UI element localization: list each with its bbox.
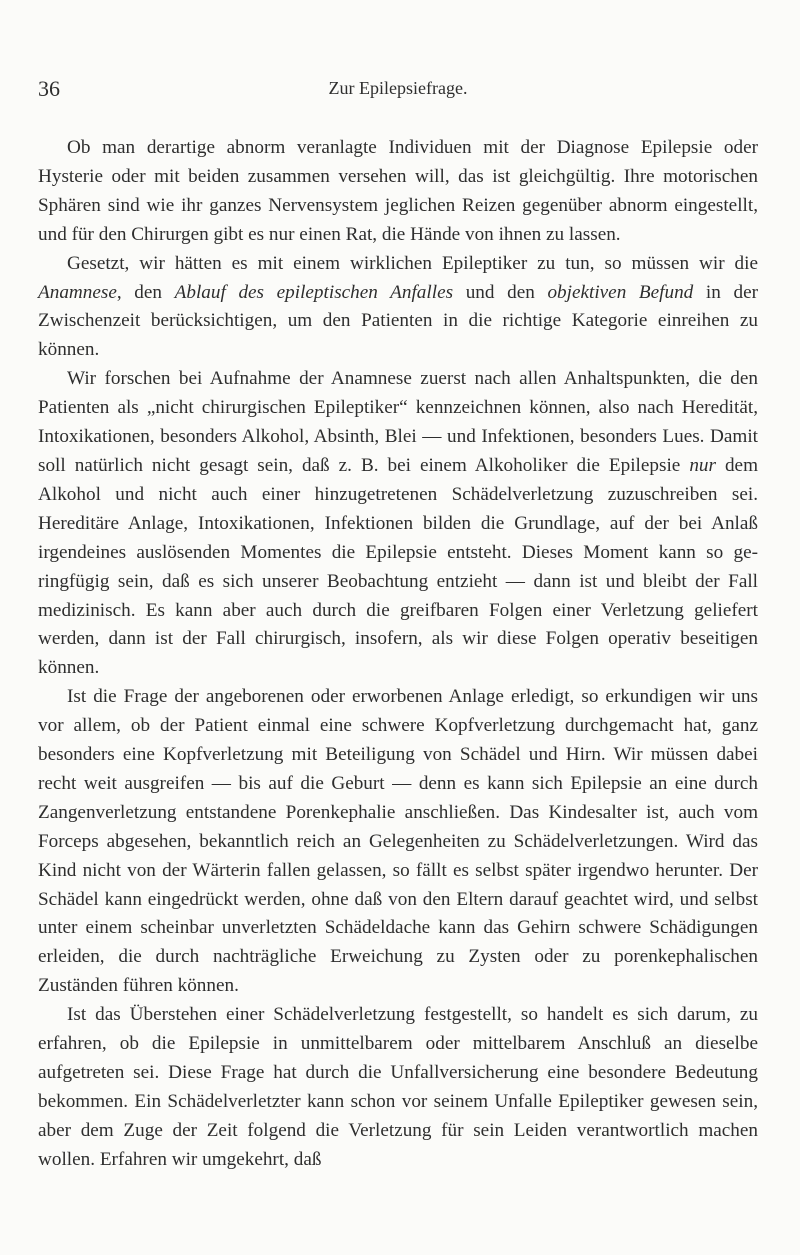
text-run: Ob man derartige abnorm veranlagte Individuen mit der Diagnose Epilepsie oder Hysterie oder mit beiden zusammen versehen will, das ist gleichgültig. Ihre motorischen Sphären sind wie ihr ganzes Nervensystem jeglichen Reizen gegenüber abnorm eingestellt, und für den Chirurgen gibt es nur einen Rat, die Hände von ihnen zu lassen.	[38, 137, 758, 245]
paragraph	[38, 683, 758, 1001]
paragraph	[38, 250, 758, 366]
paragraph	[38, 1001, 758, 1174]
text-run: Ist das Überstehen einer Schädelverletzung festgestellt, so handelt es sich darum, zu erfahren, ob die Epilepsie in unmittelbarem oder mittelbarem Anschluß an dieselbe aufgetreten sei. Diese Frage hat durch die Unfallversicherung eine besondere Bedeutung bekommen. Ein Schädelverletzter kann schon vor seinem Unfalle Epileptiker gewesen sein, aber dem Zuge der Zeit folgend die Verletzung für sein Leiden verantwortlich machen wollen. Erfahren wir umgekehrt, daß	[38, 1004, 758, 1170]
text-run: , den	[116, 281, 175, 303]
text-run: dem Alkohol und nicht auch einer hinzugetretenen Schädelverletzung zuzuschreiben sei. Hereditäre Anlage, Intoxikationen, Infektionen bilden die Grundlage, auf der bei Anlaß irgendeines auslösenden Momentes die Epilepsie entsteht. Dieses Moment kann so geringfügig sein, daß es sich unserer Beobachtung entzieht — dann ist und bleibt der Fall medizinisch. Es kann aber auch durch die greifbaren Folgen einer Verletzung geliefert werden, dann ist der Fall chirurgisch, insofern, als wir diese Folgen operativ beseitigen können.	[38, 454, 758, 679]
italic-term: Anamnese	[38, 281, 117, 303]
book-page	[38, 58, 758, 1175]
page-header	[38, 58, 758, 101]
text-run: Gesetzt, wir hätten es mit einem wirklichen Epileptiker zu tun, so müssen wir die	[67, 252, 758, 274]
paragraph	[38, 365, 758, 683]
text-run: in der Zwischenzeit berücksichtigen, um den Patienten in die richtige Kategorie einreihen zu können.	[38, 281, 758, 361]
text-run: und den	[453, 281, 548, 303]
italic-term: Ablauf des epileptischen Anfalles	[174, 281, 454, 303]
italic-term: nur	[689, 454, 716, 476]
running-title: Zur Epilepsiefrage.	[328, 78, 468, 98]
text-run: Ist die Frage der angeborenen oder erworbenen Anlage erledigt, so erkundigen wir uns vor allem, ob der Patient einmal eine schwere Kopfverletzung durchgemacht hat, ganz besonders eine Kopfverletzung mit Beteiligung von Schädel und Hirn. Wir müssen dabei recht weit ausgreifen — bis auf die Geburt — denn es kann sich Epilepsie an eine durch Zangenverletzung entstandene Porenkephalie anschließen. Das Kindesalter ist, auch vom Forceps abgesehen, bekanntlich reich an Gelegenheiten zu Schädelverletzungen. Wird das Kind nicht von der Wärterin fallen gelassen, so fällt es selbst später irgendwo herunter. Der Schädel kann eingedrückt werden, ohne daß von den Eltern darauf geachtet wird, und selbst unter einem scheinbar unverletzten Schädeldache kann das Gehirn schwere Schädigungen erleiden, die durch nachträgliche Erweichung zu Zysten oder zu porenkephalischen Zuständen führen können.	[38, 686, 758, 997]
text-run: Wir forschen bei Aufnahme der Anamnese zuerst nach allen Anhaltspunkten, die den Patienten als „nicht chirurgischen Epileptiker“ kennzeichnen können, also nach Heredität, Intoxikationen, besonders Alkohol, Absinth, Blei — und Infektionen, besonders Lues. Damit soll natürlich nicht gesagt sein, daß z. B. bei einem Alkoholiker die Epilepsie	[38, 368, 758, 476]
paragraph	[38, 134, 758, 250]
italic-term: objektiven Befund	[547, 281, 694, 303]
page-number: 36	[38, 76, 60, 101]
body-text	[38, 134, 758, 1175]
